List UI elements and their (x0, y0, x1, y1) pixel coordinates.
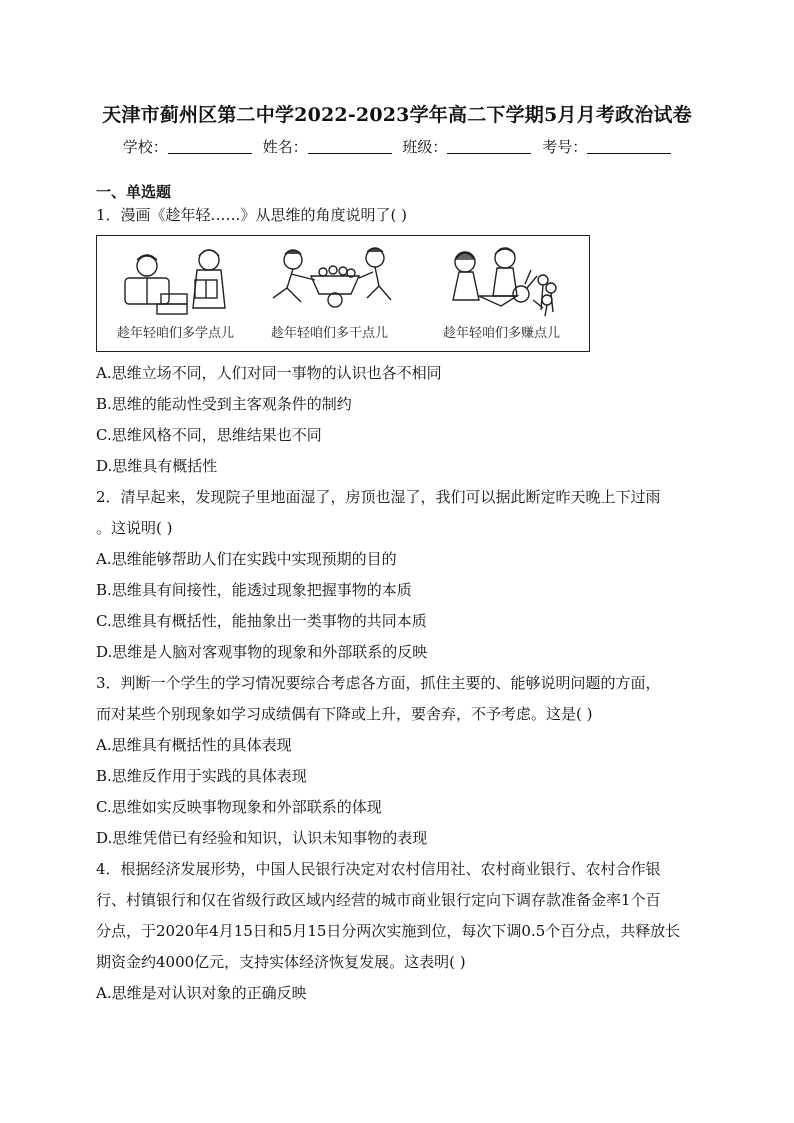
question-3-option-a[interactable]: A.思维具有概括性的具体表现 (96, 736, 292, 754)
name-field (263, 136, 392, 157)
school-field (123, 136, 252, 157)
question-1-option-d[interactable]: D.思维具有概括性 (96, 457, 218, 475)
exam-number-field (542, 136, 671, 157)
question-3-option-d[interactable]: D.思维凭借已有经验和知识，认识未知事物的表现 (96, 829, 428, 847)
exam-number-blank[interactable] (587, 139, 671, 154)
question-4-stem-line-1: 4．根据经济发展形势，中国人民银行决定对农村信用社、农村商业银行、农村合作银 (96, 860, 661, 878)
school-label: 学校： (122, 138, 168, 156)
cartoon-caption-work: 趁年轻咱们多干点儿 (271, 326, 389, 341)
class-label: 班级： (402, 138, 448, 156)
question-2-option-c[interactable]: C.思维具有概括性，能抽象出一类事物的共同本质 (96, 612, 427, 630)
question-2-stem-line-1: 2．清早起来，发现院子里地面湿了，房顶也湿了，我们可以据此断定昨天晚上下过雨 (96, 488, 661, 506)
question-4-stem-line-3: 分点，于2020年4月15日和5月15日分两次实施到位，每次下调0.5个百分点，共释放长 (96, 922, 681, 940)
name-label: 姓名： (262, 138, 308, 156)
cartoon-caption-earn: 趁年轻咱们多赚点儿 (443, 326, 561, 341)
student-info-line (0, 136, 794, 157)
question-2-option-b[interactable]: B.思维具有间接性，能透过现象把握事物的本质 (96, 581, 412, 599)
exam-title: 天津市蓟州区第二中学2022-2023学年高二下学期5月月考政治试卷 (102, 104, 692, 126)
question-1-option-c[interactable]: C.思维风格不同，思维结果也不同 (96, 426, 322, 444)
class-field (402, 136, 531, 157)
school-blank[interactable] (168, 139, 252, 154)
working-figures-illustration (273, 248, 391, 307)
question-1-stem: 1．漫画《趁年轻……》从思维的角度说明了( ) (96, 206, 408, 224)
question-2-option-a[interactable]: A.思维能够帮助人们在实践中实现预期的目的 (96, 550, 397, 568)
question-1-option-a[interactable]: A.思维立场不同，人们对同一事物的认识也各不相同 (96, 364, 442, 382)
studying-figures-illustration (125, 250, 225, 314)
question-4-stem-line-4: 期资金约4000亿元，支持实体经济恢复发展。这表明( ) (96, 953, 466, 971)
question-3-stem-line-2: 而对某些个别现象如学习成绩偶有下降或上升，要舍弃，不予考虑。这是( ) (96, 705, 593, 723)
cartoon-image (96, 235, 590, 352)
name-blank[interactable] (308, 139, 392, 154)
question-3-stem-line-1: 3．判断一个学生的学习情况要综合考虑各方面，抓住主要的、能够说明问题的方面， (96, 674, 661, 692)
question-1-option-b[interactable]: B.思维的能动性受到主客观条件的制约 (96, 395, 352, 413)
question-3-option-c[interactable]: C.思维如实反映事物现象和外部联系的体现 (96, 798, 382, 816)
question-4-stem-line-2: 行、村镇银行和仅在省级行政区域内经营的城市商业银行定向下调存款准备金率1个百 (96, 891, 661, 909)
cartoon-caption-study: 趁年轻咱们多学点儿 (117, 326, 235, 341)
question-3-option-b[interactable]: B.思维反作用于实践的具体表现 (96, 767, 307, 785)
question-2-option-d[interactable]: D.思维是人脑对客观事物的现象和外部联系的反映 (96, 643, 428, 661)
class-blank[interactable] (447, 139, 531, 154)
exam-number-label: 考号： (542, 138, 588, 156)
section-title: 一、单选题 (96, 183, 172, 201)
earning-figures-illustration (453, 248, 556, 316)
question-4-option-a[interactable]: A.思维是对认识对象的正确反映 (96, 984, 307, 1002)
question-2-stem-line-2: 。这说明( ) (96, 519, 173, 537)
